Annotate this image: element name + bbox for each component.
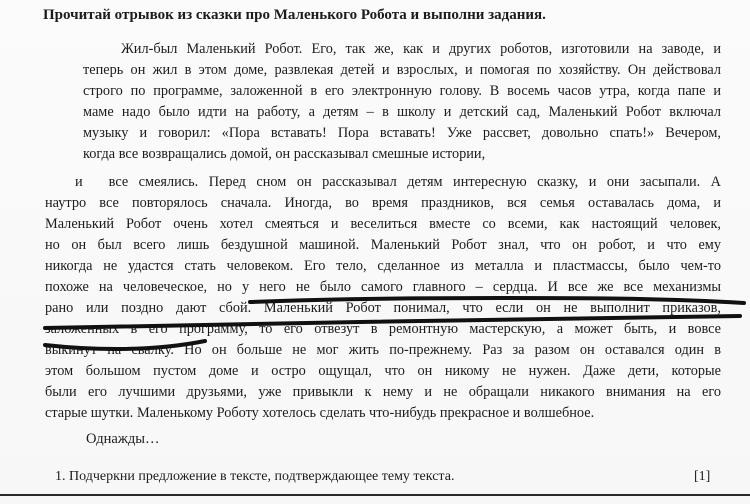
task-1-text: 1. Подчеркни предложение в тексте, подтверждающее тему текста. [55, 469, 455, 484]
text-line: маме надо было идти на работу, а детям – в школу и детский сад, Маленький Робот включал [83, 104, 721, 120]
closing-word: Однажды… [86, 431, 160, 447]
text-line: теперь он жил в этом доме, развлекая детей и взрослых, и помогая по хозяйству. Он действовал [83, 62, 721, 78]
text-line: этом большом пустом доме и остро ощущал, что он никому не нужен. Даже дети, которые [45, 363, 721, 379]
text-line: рано или поздно дают сбой. Маленький Робот понимал, что если он не выполнит приказов, [45, 300, 721, 316]
text-fragment: все смеялись. Перед сном он рассказывал детям интересную сказку, и они засыпали. А [108, 174, 721, 190]
paragraph-2 [45, 172, 721, 424]
text-line: музыку и говорил: «Пора вставать! Пора вставать! Уже рассвет, довольно спать!» Вечером, [83, 125, 721, 141]
text-line: выкинут на свалку. Но он больше не мог жить по-прежнему. Раз за разом он оставался один в [45, 342, 721, 358]
text-line [45, 172, 721, 193]
text-line: Маленький Робот очень хотел смеяться и веселиться вместе со всеми, как настоящий человек, [45, 216, 721, 232]
bottom-divider [0, 494, 750, 496]
text-line: похоже на человеческое, но у него не было самого главного – сердца. И все же все механизмы [45, 279, 721, 295]
text-line: строго по программе, заложенной в его электронную голову. В восемь часов утра, когда папе и [83, 83, 721, 99]
text-line: были его лучшими друзьями, уже привыкли к нему и не обращали никакого внимания на его [45, 384, 721, 400]
text-line: старые шутки. Маленькому Роботу хотелось сделать что-нибудь прекрасное и волшебное. [45, 405, 595, 421]
text-line: наутро все повторялось сначала. Иногда, во время праздников, вся семья оставалась дома, и [45, 195, 721, 211]
text-line: но он был всего лишь бездушной машиной. Маленький Робот знал, что он робот, и что ему [45, 237, 721, 253]
text-line: заложенных в его программу, то его отвезут в ремонтную мастерскую, а может быть, и вовсе [45, 321, 721, 337]
paragraph-1 [45, 39, 721, 165]
text-line: никогда не удастся стать человеком. Его тело, сделанное из металла и пластмассы, было чем-то [45, 258, 721, 274]
text-line: когда все возвращались домой, он рассказывал смешные истории, [83, 146, 486, 162]
first-word: и [75, 174, 83, 190]
worksheet-title: Прочитай отрывок из сказки про Маленького Робота и выполни задания. [43, 7, 546, 23]
text-line: Жил-был Маленький Робот. Его, так же, как и других роботов, изготовили на заводе, и [121, 41, 721, 57]
task-1-score: [1] [694, 469, 711, 484]
